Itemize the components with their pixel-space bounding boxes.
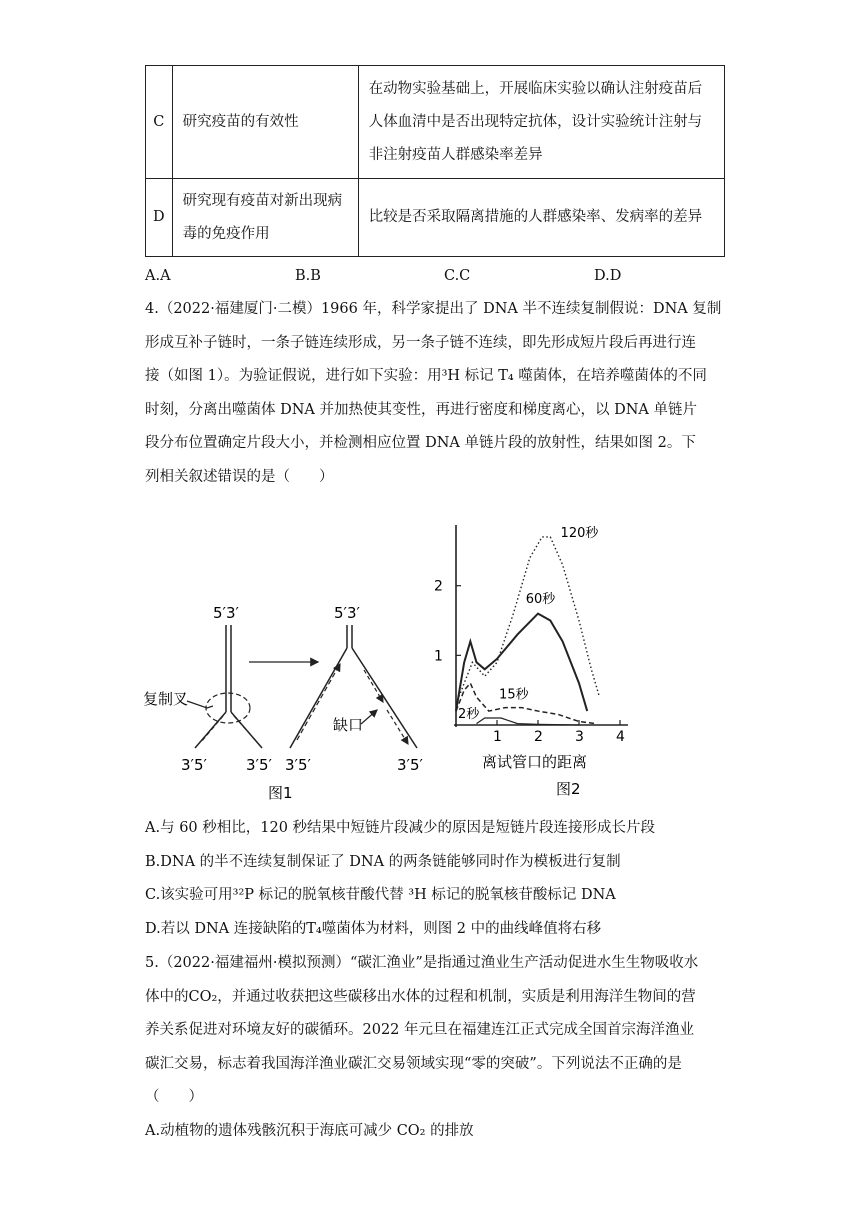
x-tick-label: 3 [575,729,584,745]
options-table [145,65,725,257]
fig1-label-bottom-4: 3′5′ [397,756,423,774]
stem-line: 体中的CO₂，并通过收获把这些碳移出水体的过程和机制，实质是利用海洋生物间的营 [145,988,696,1005]
fig1-label-bottom-3: 3′5′ [285,756,311,774]
x-tick-label: 2 [534,729,543,745]
stem-line: 时刻，分离出噬菌体 DNA 并加热使其变性，再进行密度和梯度离心，以 DNA 单链片 [145,401,698,418]
row-topic [172,179,358,257]
x-tick-label: 1 [493,729,502,745]
table-row-d [146,179,725,257]
option-a[interactable]: A.与 60 秒相比，120 秒结果中短链片段减少的原因是短链片段连接形成长片段 [145,820,656,836]
answer-c[interactable]: C.C [444,268,471,284]
x-tick-label: 4 [616,729,625,745]
row-topic: 研究疫苗的有效性 [172,66,358,179]
stem-line: 5.（2022·福建福州·模拟预测）“碳汇渔业”是指通过渔业生产活动促进水生生物吸收水 [145,955,699,971]
fig1-label-top-right: 5′3′ [334,604,360,622]
option-b[interactable]: B.DNA 的半不连续复制保证了 DNA 的两条链能够同时作为模板进行复制 [145,853,621,870]
fig1-label-bottom-2: 3′5′ [246,756,272,774]
question-4-options [145,812,725,946]
stem-line: 段分布位置确定片段大小，并检测相应位置 DNA 单链片段的放射性，结果如图 2。下 [145,435,696,451]
answer-a[interactable]: A.A [145,268,171,284]
fig1-label-bottom-1: 3′5′ [181,756,207,774]
stem-line: 列相关叙述错误的是（ ） [145,468,334,485]
stem-line: 4.（2022·福建厦门·二模）1966 年，科学家提出了 DNA 半不连续复制假说：DNA 复制 [145,301,722,317]
topic-line: 毒的免疫作用 [182,225,270,242]
series-label: 15秒 [499,687,529,703]
answer-b[interactable]: B.B [295,268,321,284]
answer-d[interactable]: D.D [594,268,622,284]
method-line: 非注射疫苗人群感染率差异 [368,146,543,163]
fig1-caption: 图1 [268,784,293,802]
row-method: 比较是否采取隔离措施的人群感染率、发病率的差异 [358,179,724,257]
question-5-stem [145,947,725,1148]
y-tick-label: 2 [434,578,443,595]
series-line [477,718,580,725]
table-row-c [146,66,725,179]
row-letter: C [146,66,173,179]
figure-1-replication-fork [135,600,435,810]
stem-line: （ ） [145,1089,203,1105]
fig1-fork-label: 复制叉 [143,690,189,708]
method-line: 在动物实验基础上，开展临床实验以确认注射疫苗后 [368,80,703,97]
figure-2-chart [420,520,650,805]
topic-line: 研究现有疫苗对新出现病 [182,192,343,209]
chart-xlabel: 离试管口的距离 [482,753,588,771]
y-tick-label: 1 [434,648,443,665]
question-4-stem [145,293,725,494]
option-c[interactable]: C.该实验可用³²P 标记的脱氧核苷酸代替 ³H 标记的脱氧核苷酸标记 DNA [145,887,616,903]
stem-line: 碳汇交易，标志着我国海洋渔业碳汇交易领域实现“零的突破”。下列说法不正确的是 [145,1055,682,1072]
row-letter: D [146,179,173,257]
fig1-label-top-left: 5′3′ [213,604,239,622]
fig2-caption: 图2 [556,780,581,798]
stem-line: 形成互补子链时，一条子链连续形成，另一条子链不连续，即先形成短片段后再进行连 [145,334,696,351]
series-label: 2秒 [458,707,480,723]
option-a[interactable]: A.动植物的遗体残骸沉积于海底可减少 CO₂ 的排放 [145,1122,474,1139]
method-line: 人体血清中是否出现特定抗体，设计实验统计注射与 [368,113,703,130]
series-label: 120秒 [560,525,599,541]
row-method [358,66,724,179]
stem-line: 养关系促进对环境友好的碳循环。2022 年元旦在福建连江正式完成全国首宗海洋渔业 [145,1022,695,1038]
option-d[interactable]: D.若以 DNA 连接缺陷的T₄噬菌体为材料，则图 2 中的曲线峰值将右移 [145,920,602,937]
stem-line: 接（如图 1）。为验证假说，进行如下实验：用³H 标记 T₄ 噬菌体，在培养噬菌体的不同 [145,368,707,384]
fig1-gap-label: 缺口 [333,716,364,734]
series-label: 60秒 [525,592,556,608]
